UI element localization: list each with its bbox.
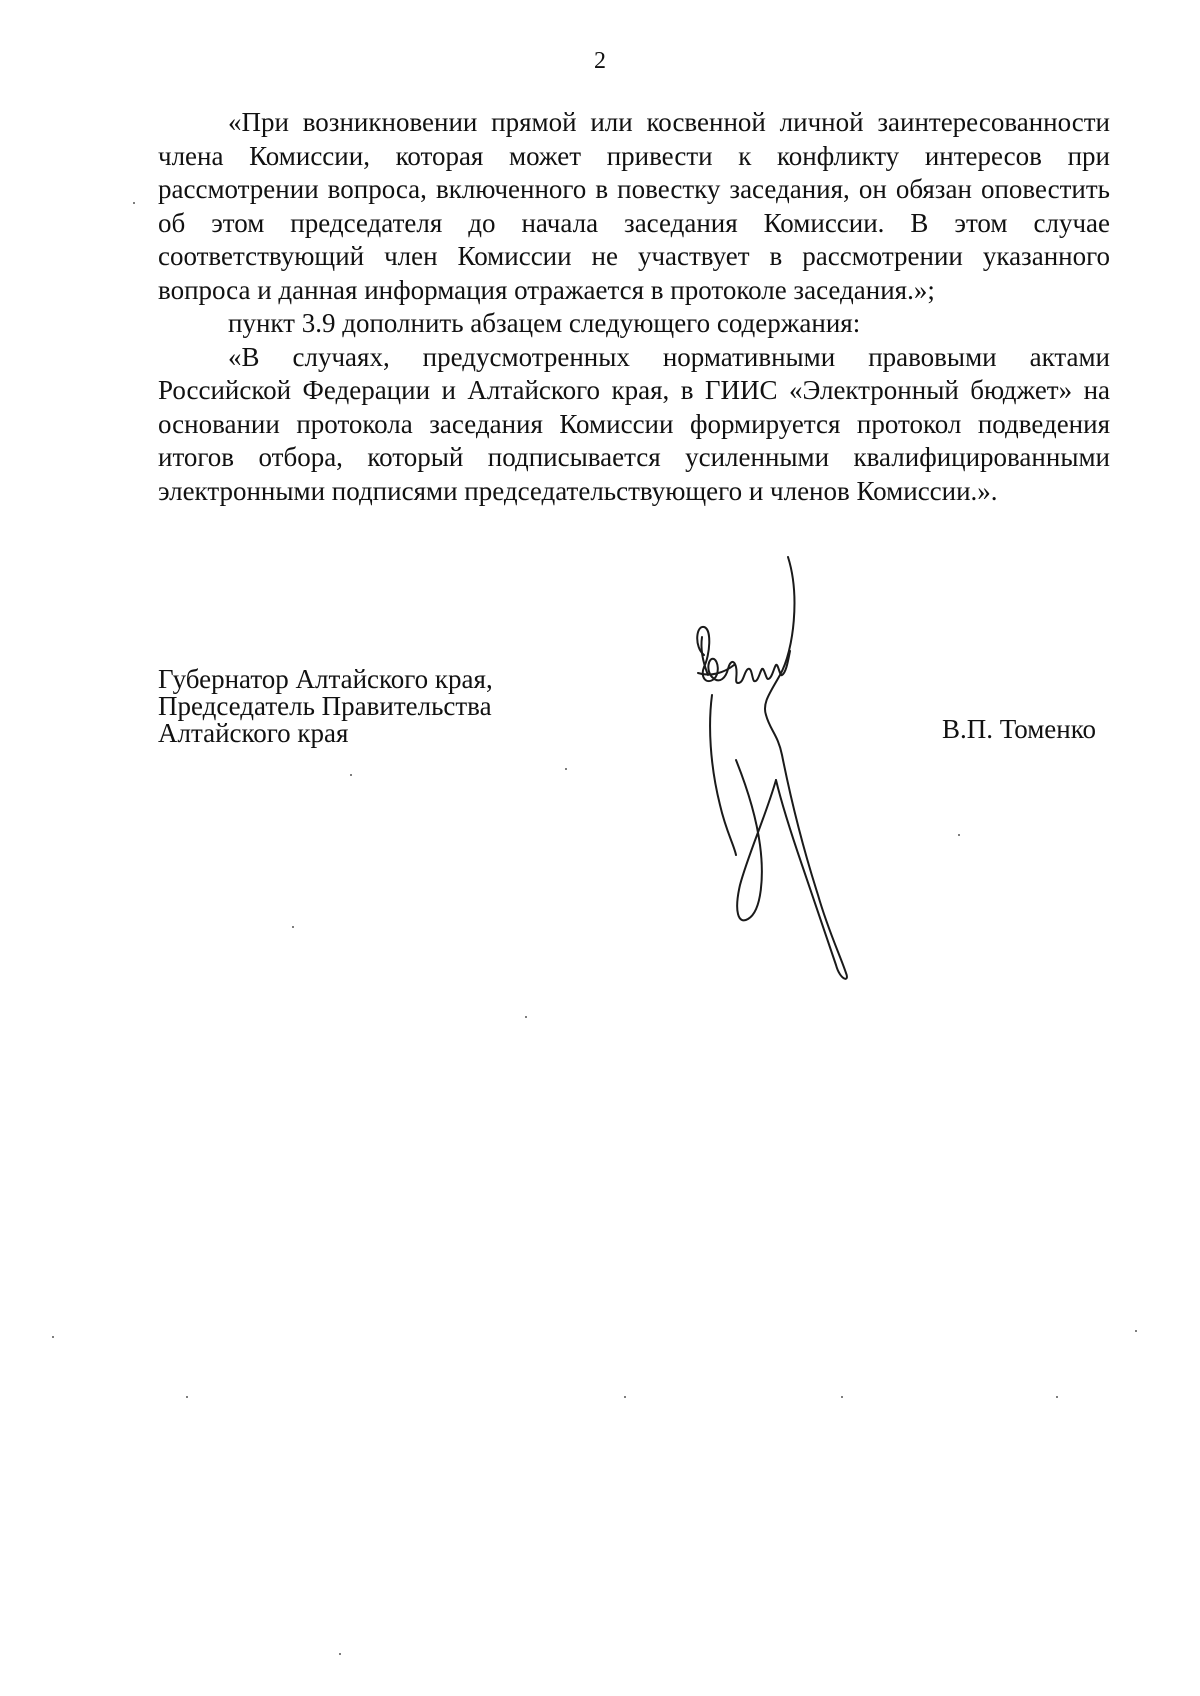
page-number: 2 [594,48,606,74]
signatory-title-line: Алтайского края [158,718,349,748]
signatory-title [158,666,493,747]
scan-speck [1135,1330,1137,1332]
signatory-title-line: Губернатор Алтайского края, [158,664,493,694]
paragraph-amendment-3-9: пункт 3.9 дополнить абзацем следующего содержания: [228,308,861,338]
scan-speck [565,768,567,770]
scan-speck [52,1336,54,1338]
scan-speck [339,1653,341,1655]
scan-speck [841,1396,843,1398]
scan-speck [133,202,135,204]
scan-speck [958,834,960,836]
scan-speck [292,926,294,928]
paragraph-conflict-of-interest: «При возникновении прямой или косвенной личной заинтересованности члена Комиссии, которая может привести к конфликту интересов при рассмотрении вопроса, включенного в повестку заседания, он обязан оповестить об этом председателя до начала заседания Комиссии. В этом случае соответствующий член Комиссии не участвует в рассмотрении указанного вопроса и данная информация отражается в протоколе заседания.»; [158,107,1110,305]
signatory-name: В.П. Томенко [942,714,1096,744]
scan-speck [350,774,352,776]
scan-speck [525,1016,527,1018]
paragraph-electronic-budget: «В случаях, предусмотренных нормативными правовыми актами Российской Федерации и Алтайского края, в ГИИС «Электронный бюджет» на основании протокола заседания Комиссии формируется протокол подведения итогов отбора, который подписывается усиленными квалифицированными электронными подписями председательствующего и членов Комиссии.». [158,341,1110,506]
signatory-title-line: Председатель Правительства [158,691,492,721]
scan-speck [624,1396,626,1398]
scan-speck [186,1396,188,1398]
handwritten-signature [690,555,890,985]
document-body [158,106,1110,508]
scan-speck [1056,1396,1058,1398]
